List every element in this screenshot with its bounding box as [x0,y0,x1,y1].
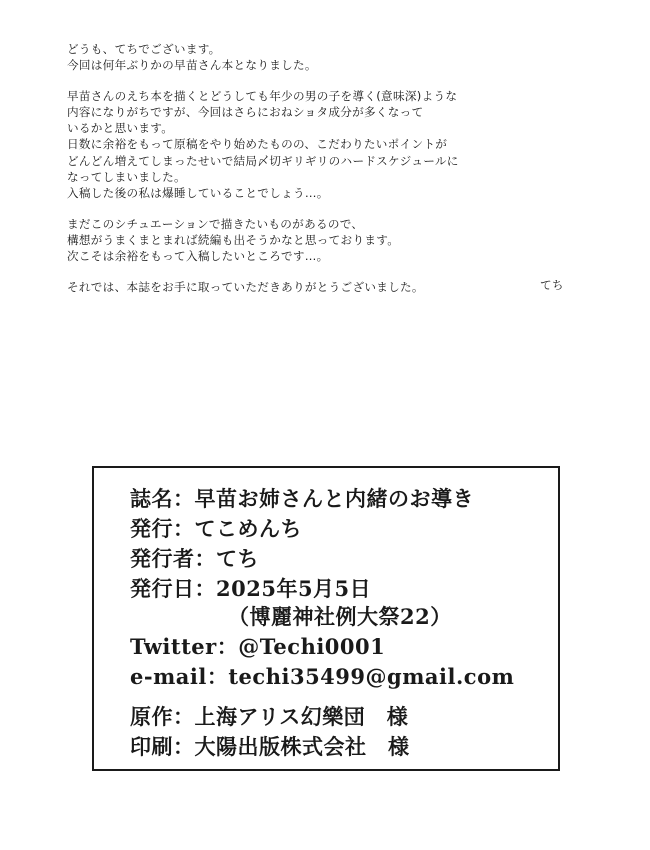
colophon-printer: 印刷：大陽出版株式会社 様 [130,734,410,759]
afterword-line: 入稿した後の私は爆睡していることでしょう…。 [67,186,329,201]
afterword-signature: てち [540,278,564,292]
afterword-line: 今回は何年ぶりかの早苗さん本となりました。 [67,58,317,73]
afterword [67,41,587,309]
colophon-twitter: Twitter：@Techi0001 [130,634,386,659]
colophon-publisher: 発行：てこめんち [130,516,302,541]
colophon-email: e-mail：techi35499@gmail.com [130,664,515,689]
afterword-paragraph-2 [67,88,587,202]
colophon-box [92,466,560,771]
colophon-title: 誌名：早苗お姉さんと内緒のお導き [130,486,474,511]
afterword-line: どうも、てちでございます。 [67,42,221,56]
afterword-line: 早苗さんのえち本を描くとどうしても年少の男の子を導く(意味深)ような [67,88,458,103]
colophon-original: 原作：上海アリス幻樂団 様 [130,704,409,729]
colophon-author: 発行者：てち [130,546,259,571]
colophon-date: 発行日：2025年5月5日 [130,576,372,601]
afterword-line: まだこのシチュエーションで描きたいものがあるので、 [67,216,364,231]
afterword-paragraph-1 [67,41,587,74]
colophon-event: （博麗神社例大祭22） [228,604,452,629]
afterword-line: それでは、本誌をお手に取っていただきありがとうございました。 [67,279,424,294]
afterword-line: 次こそは余裕をもって入稿したいところです…。 [67,249,329,264]
afterword-line: なってしまいました。 [67,170,186,185]
afterword-line: 日数に余裕をもって原稿をやり始めたものの、こだわりたいポイントが [67,137,448,152]
afterword-line: 内容になりがちですが、今回はさらにおねショタ成分が多くなって [67,104,424,119]
afterword-paragraph-4 [67,279,587,295]
afterword-line: 構想がうまくまとまれば続編も出そうかなと思っております。 [67,232,400,247]
afterword-line: どんどん増えてしまったせいで結局〆切ギリギリのハードスケジュールに [67,153,459,168]
afterword-line: いるかと思います。 [67,121,174,136]
afterword-paragraph-3 [67,216,587,265]
